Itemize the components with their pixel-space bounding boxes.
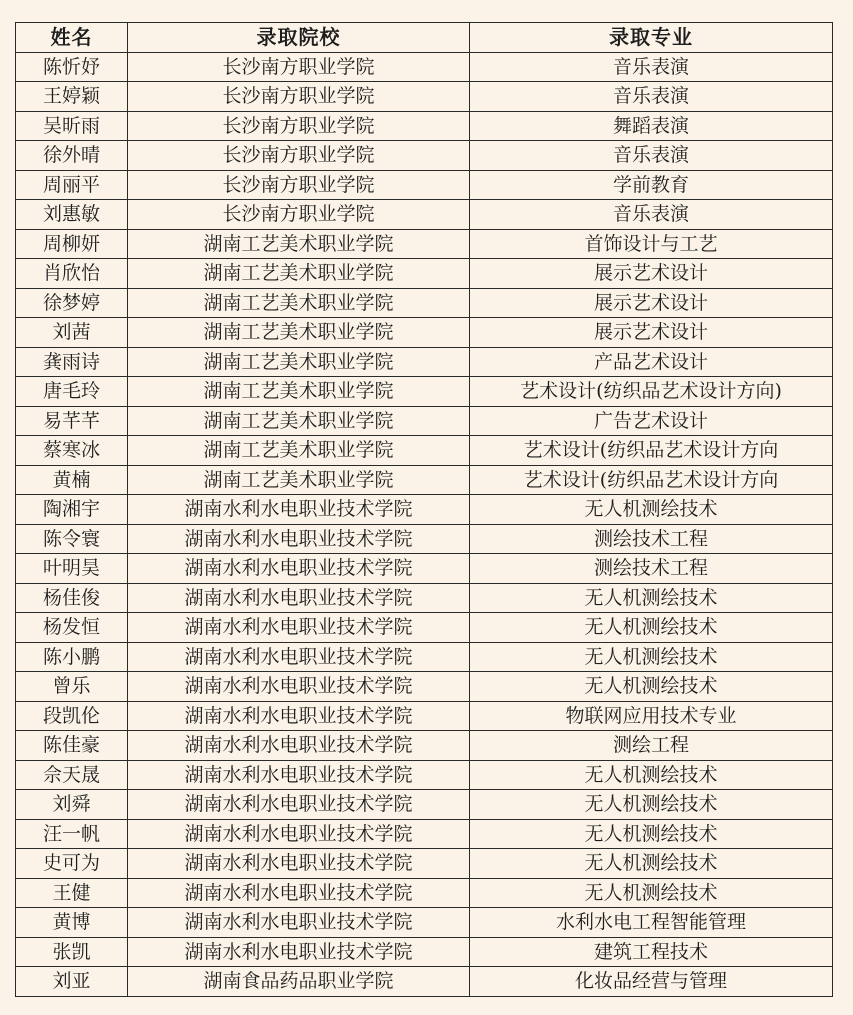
table-row (16, 495, 833, 525)
student-name-cell: 黄博 (16, 908, 128, 938)
school-cell: 湖南工艺美术职业学院 (128, 377, 470, 407)
school-cell: 湖南工艺美术职业学院 (128, 465, 470, 495)
major-cell: 无人机测绘技术 (470, 819, 833, 849)
major-cell: 化妆品经营与管理 (470, 967, 833, 997)
table-row (16, 82, 833, 112)
student-name-cell: 陈忻妤 (16, 52, 128, 82)
school-cell: 湖南水利水电职业技术学院 (128, 613, 470, 643)
major-cell: 音乐表演 (470, 82, 833, 112)
table-row (16, 406, 833, 436)
student-name-cell: 陈令寰 (16, 524, 128, 554)
table-row (16, 819, 833, 849)
school-cell: 湖南工艺美术职业学院 (128, 406, 470, 436)
major-cell: 无人机测绘技术 (470, 878, 833, 908)
major-cell: 音乐表演 (470, 141, 833, 171)
student-name-cell: 陶湘宇 (16, 495, 128, 525)
major-cell: 测绘技术工程 (470, 554, 833, 584)
table-row (16, 701, 833, 731)
school-cell: 湖南工艺美术职业学院 (128, 436, 470, 466)
school-cell: 长沙南方职业学院 (128, 82, 470, 112)
table-row (16, 200, 833, 230)
school-cell: 湖南工艺美术职业学院 (128, 229, 470, 259)
school-cell: 湖南食品药品职业学院 (128, 967, 470, 997)
table-row (16, 672, 833, 702)
school-cell: 湖南水利水电职业技术学院 (128, 731, 470, 761)
header-row (16, 23, 833, 53)
header-school: 录取院校 (128, 23, 470, 53)
major-cell: 无人机测绘技术 (470, 849, 833, 879)
school-cell: 湖南水利水电职业技术学院 (128, 524, 470, 554)
major-cell: 建筑工程技术 (470, 937, 833, 967)
table-row (16, 465, 833, 495)
school-cell: 湖南水利水电职业技术学院 (128, 937, 470, 967)
table-row (16, 170, 833, 200)
student-name-cell: 陈佳豪 (16, 731, 128, 761)
student-name-cell: 王婷颖 (16, 82, 128, 112)
school-cell: 湖南水利水电职业技术学院 (128, 878, 470, 908)
student-name-cell: 刘亚 (16, 967, 128, 997)
major-cell: 展示艺术设计 (470, 288, 833, 318)
major-cell: 音乐表演 (470, 52, 833, 82)
school-cell: 长沙南方职业学院 (128, 52, 470, 82)
student-name-cell: 吴昕雨 (16, 111, 128, 141)
school-cell: 湖南工艺美术职业学院 (128, 288, 470, 318)
student-name-cell: 杨发恒 (16, 613, 128, 643)
major-cell: 音乐表演 (470, 200, 833, 230)
student-name-cell: 史可为 (16, 849, 128, 879)
table-row (16, 141, 833, 171)
school-cell: 湖南水利水电职业技术学院 (128, 495, 470, 525)
school-cell: 湖南工艺美术职业学院 (128, 347, 470, 377)
student-name-cell: 唐毛玲 (16, 377, 128, 407)
student-name-cell: 刘舜 (16, 790, 128, 820)
major-cell: 无人机测绘技术 (470, 642, 833, 672)
table-row (16, 760, 833, 790)
student-name-cell: 杨佳俊 (16, 583, 128, 613)
header-major: 录取专业 (470, 23, 833, 53)
table-row (16, 524, 833, 554)
school-cell: 湖南水利水电职业技术学院 (128, 790, 470, 820)
table-row (16, 229, 833, 259)
major-cell: 学前教育 (470, 170, 833, 200)
major-cell: 无人机测绘技术 (470, 672, 833, 702)
major-cell: 展示艺术设计 (470, 259, 833, 289)
table-row (16, 347, 833, 377)
major-cell: 艺术设计(纺织品艺术设计方向) (470, 377, 833, 407)
major-cell: 无人机测绘技术 (470, 613, 833, 643)
table-header (16, 23, 833, 53)
student-name-cell: 周丽平 (16, 170, 128, 200)
school-cell: 湖南工艺美术职业学院 (128, 259, 470, 289)
table-row (16, 554, 833, 584)
major-cell: 物联网应用技术专业 (470, 701, 833, 731)
student-name-cell: 徐外晴 (16, 141, 128, 171)
school-cell: 长沙南方职业学院 (128, 170, 470, 200)
student-name-cell: 易芊芊 (16, 406, 128, 436)
student-name-cell: 刘惠敏 (16, 200, 128, 230)
table-row (16, 111, 833, 141)
table-row (16, 790, 833, 820)
major-cell: 无人机测绘技术 (470, 583, 833, 613)
table-row (16, 288, 833, 318)
student-name-cell: 徐梦婷 (16, 288, 128, 318)
table-row (16, 937, 833, 967)
major-cell: 广告艺术设计 (470, 406, 833, 436)
major-cell: 舞蹈表演 (470, 111, 833, 141)
table-row (16, 908, 833, 938)
major-cell: 产品艺术设计 (470, 347, 833, 377)
table-row (16, 52, 833, 82)
table-row (16, 583, 833, 613)
major-cell: 艺术设计(纺织品艺术设计方向 (470, 436, 833, 466)
school-cell: 湖南水利水电职业技术学院 (128, 849, 470, 879)
school-cell: 长沙南方职业学院 (128, 200, 470, 230)
student-name-cell: 段凯伦 (16, 701, 128, 731)
student-name-cell: 王健 (16, 878, 128, 908)
student-name-cell: 蔡寒冰 (16, 436, 128, 466)
student-name-cell: 肖欣怡 (16, 259, 128, 289)
table-row (16, 878, 833, 908)
major-cell: 首饰设计与工艺 (470, 229, 833, 259)
table-row (16, 259, 833, 289)
school-cell: 长沙南方职业学院 (128, 111, 470, 141)
school-cell: 湖南水利水电职业技术学院 (128, 554, 470, 584)
school-cell: 湖南水利水电职业技术学院 (128, 642, 470, 672)
student-name-cell: 陈小鹏 (16, 642, 128, 672)
major-cell: 艺术设计(纺织品艺术设计方向 (470, 465, 833, 495)
table-row (16, 731, 833, 761)
student-name-cell: 佘天晟 (16, 760, 128, 790)
school-cell: 湖南水利水电职业技术学院 (128, 701, 470, 731)
header-name: 姓名 (16, 23, 128, 53)
student-name-cell: 张凯 (16, 937, 128, 967)
major-cell: 无人机测绘技术 (470, 495, 833, 525)
table-row (16, 318, 833, 348)
major-cell: 测绘工程 (470, 731, 833, 761)
major-cell: 测绘技术工程 (470, 524, 833, 554)
table-row (16, 436, 833, 466)
school-cell: 湖南水利水电职业技术学院 (128, 819, 470, 849)
major-cell: 无人机测绘技术 (470, 790, 833, 820)
student-name-cell: 龚雨诗 (16, 347, 128, 377)
major-cell: 展示艺术设计 (470, 318, 833, 348)
school-cell: 长沙南方职业学院 (128, 141, 470, 171)
major-cell: 水利水电工程智能管理 (470, 908, 833, 938)
major-cell: 无人机测绘技术 (470, 760, 833, 790)
school-cell: 湖南水利水电职业技术学院 (128, 672, 470, 702)
school-cell: 湖南工艺美术职业学院 (128, 318, 470, 348)
student-name-cell: 黄楠 (16, 465, 128, 495)
student-name-cell: 叶明昊 (16, 554, 128, 584)
school-cell: 湖南水利水电职业技术学院 (128, 760, 470, 790)
student-name-cell: 汪一帆 (16, 819, 128, 849)
table-row (16, 849, 833, 879)
table-row (16, 613, 833, 643)
table-row (16, 967, 833, 997)
student-name-cell: 刘茜 (16, 318, 128, 348)
school-cell: 湖南水利水电职业技术学院 (128, 908, 470, 938)
school-cell: 湖南水利水电职业技术学院 (128, 583, 470, 613)
table-body (16, 52, 833, 996)
student-name-cell: 曾乐 (16, 672, 128, 702)
student-name-cell: 周柳妍 (16, 229, 128, 259)
admissions-table (15, 22, 833, 997)
table-row (16, 377, 833, 407)
table-row (16, 642, 833, 672)
